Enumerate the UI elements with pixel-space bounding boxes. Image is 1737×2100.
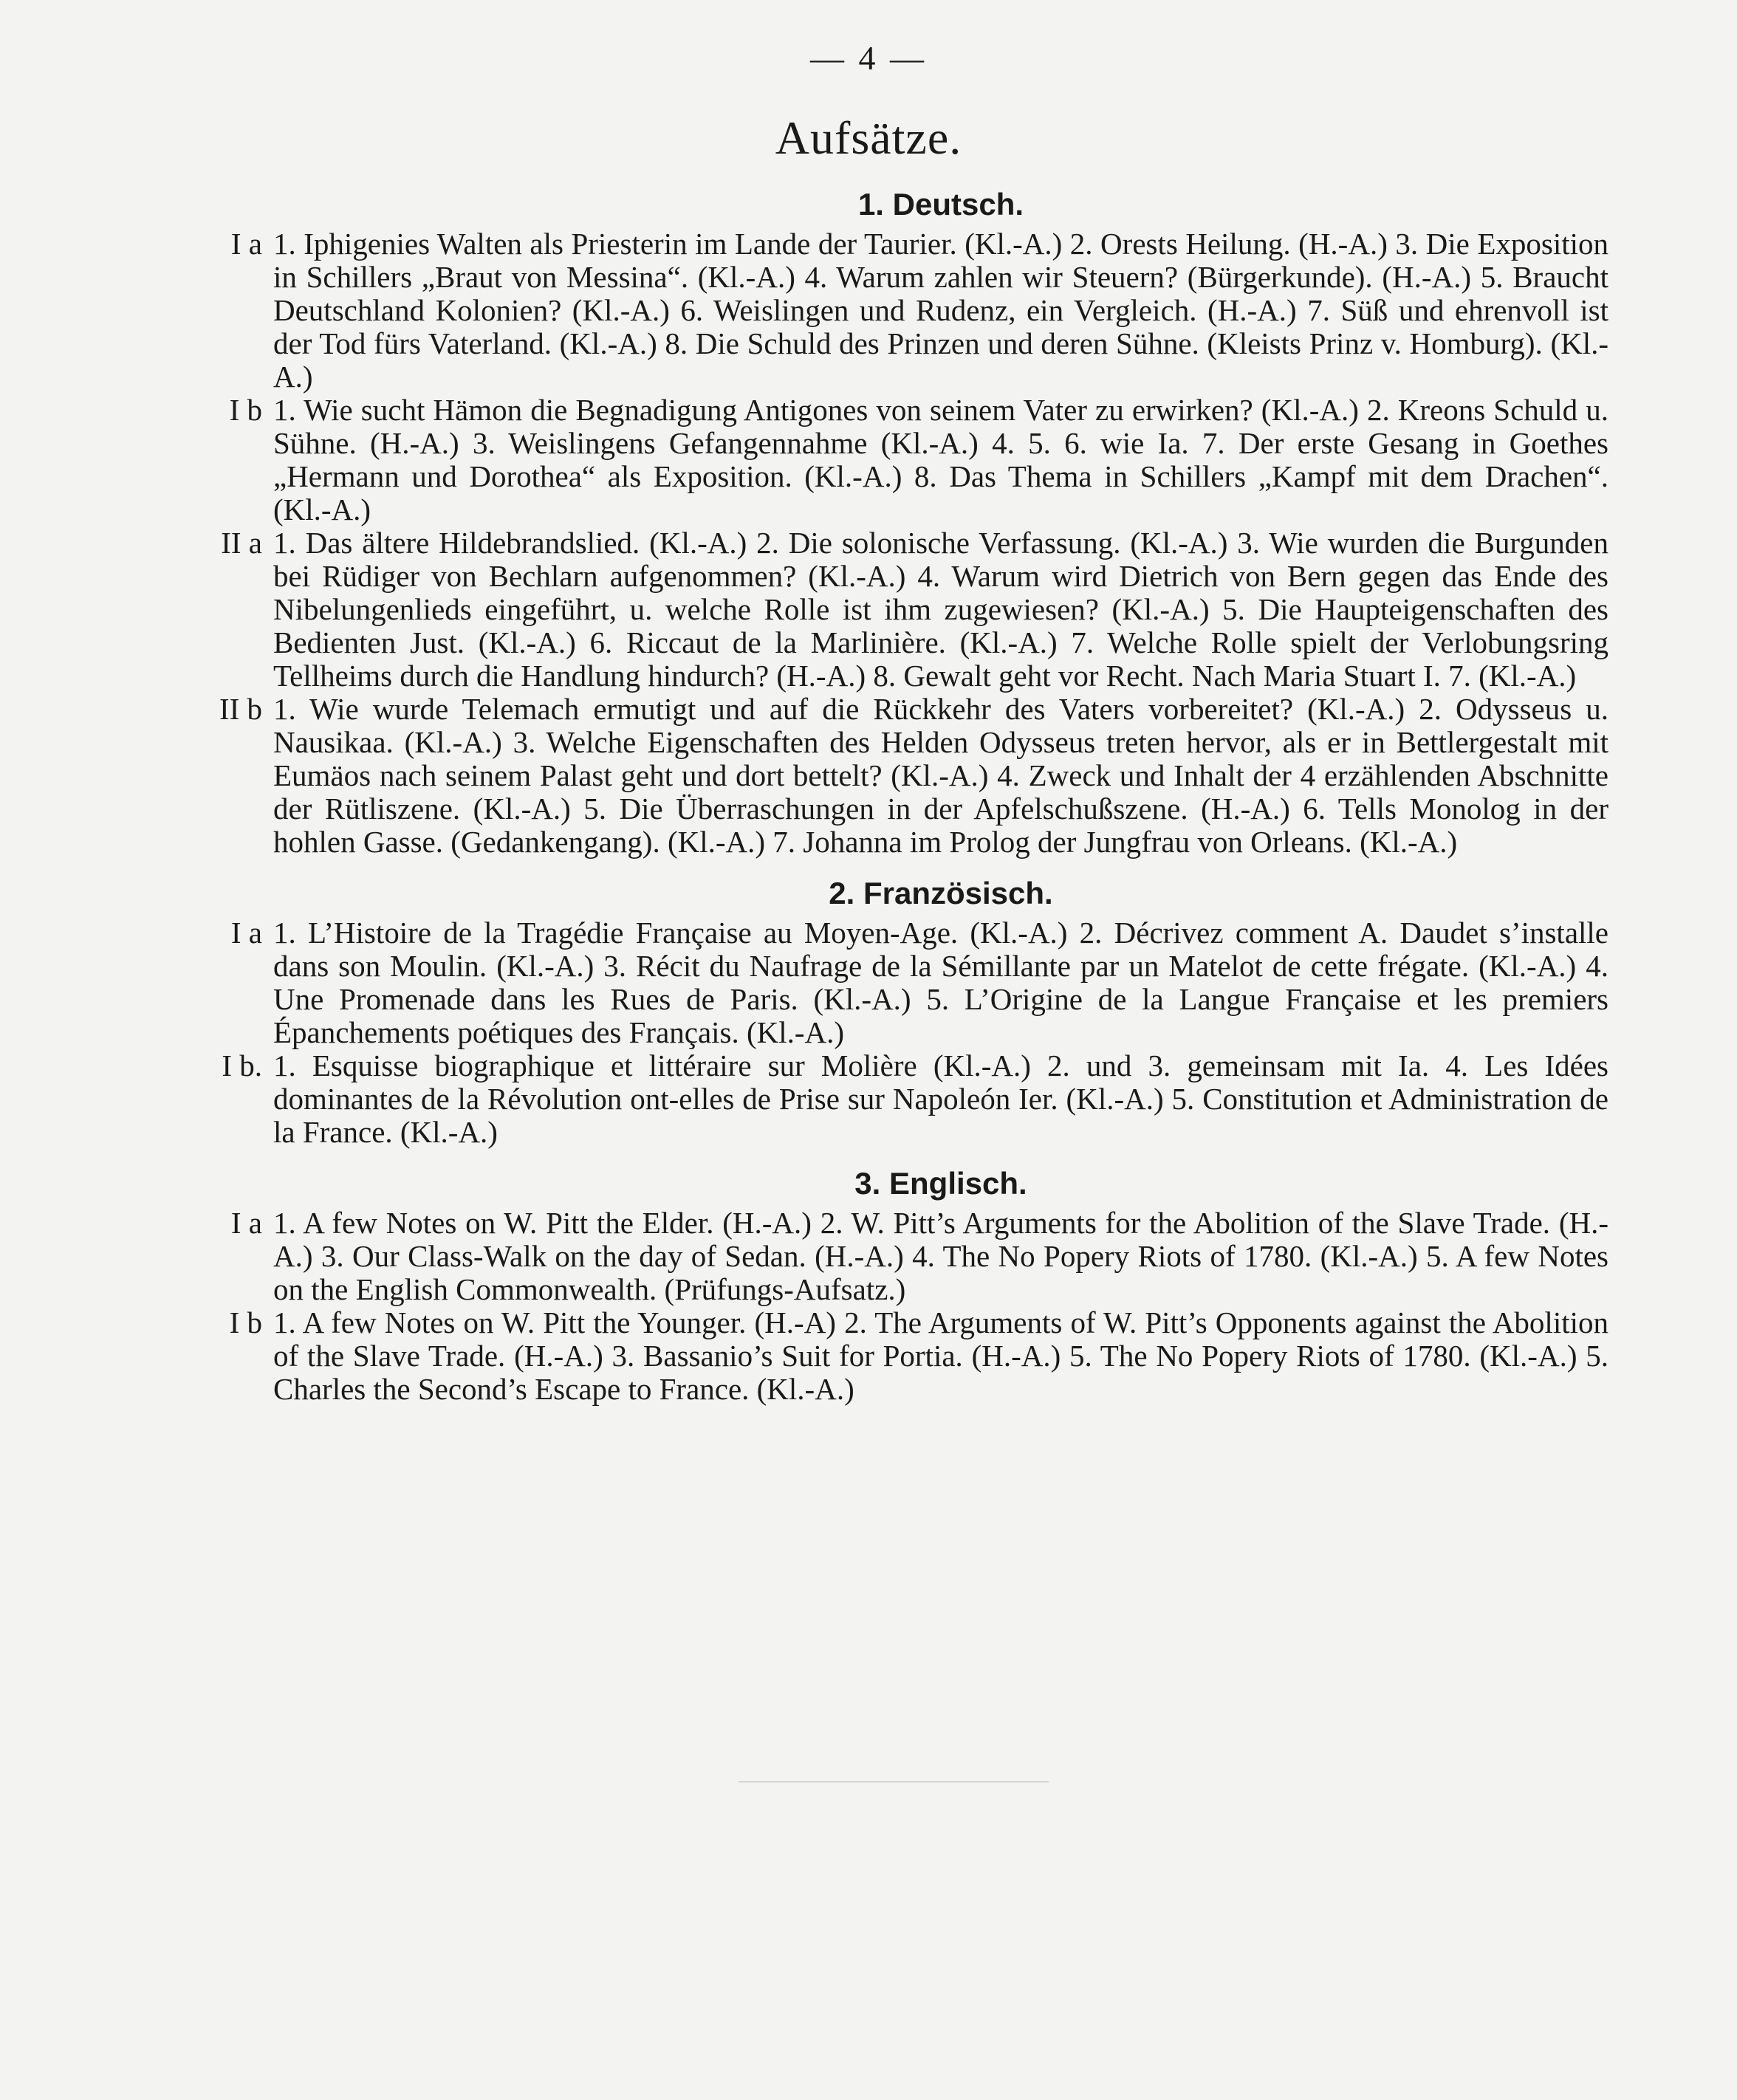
entry-text: 1. L’Histoire de la Tragédie Française au Moyen-Age. (Kl.-A.) 2. Décrivez comment A. Daudet s’installe dans son Moulin. (Kl.-A.) 3. Récit du Naufrage de la Sémillante par un Matelot de cette frégate. (Kl.-A.) 4. Une Promenade dans les Rues de Paris. (Kl.-A.) 5. L’Origine de la Langue Française et les premiers Épanchements poétiques des Français. (Kl.-A.) [273,916,1608,1049]
entry-franzoesisch-ia [230,916,1608,1049]
class-label: I b. [222,1049,262,1082]
entry-englisch-ia [230,1206,1608,1306]
class-label: II b [219,692,262,726]
section-heading-deutsch: 1. Deutsch. [857,187,1024,222]
page-title: Aufsätze. [775,111,962,164]
class-label: I a [230,916,262,950]
entry-text: 1. A few Notes on W. Pitt the Elder. (H.-A.) 2. W. Pitt’s Arguments for the Abolition of the Slave Trade. (H.-A.) 3. Our Class-Walk on the day of Sedan. (H.-A.) 4. The No Popery Riots of 1780. (Kl.-A.) 5. A few Notes on the English Commonwealth. (Prüfungs-Aufsatz.) [273,1206,1608,1306]
entry-text: 1. Wie wurde Telemach ermutigt und auf die Rückkehr des Vaters vorbereitet? (Kl.-A.) 2. Odysseus u. Nausikaa. (Kl.-A.) 3. Welche Eigenschaften des Helden Odysseus treten hervor, als er in Bettlergestalt mit Eumäos nach seinem Palast geht und dort bettelt? (Kl.-A.) 4. Zweck und Inhalt der 4 erzählenden Abschnitte der Rütliszene. (Kl.-A.) 5. Die Überraschungen in der Apfelschußszene. (H.-A.) 6. Tells Monolog in der hohlen Gasse. (Gedankengang). (Kl.-A.) 7. Johanna im Prolog der Jungfrau von Orleans. (Kl.-A.) [273,692,1608,859]
entry-deutsch-ia [230,227,1608,394]
essay-list [219,185,1608,1406]
class-label: II a [221,526,262,560]
entry-englisch-ib [229,1305,1608,1406]
page-number: — 4 — [810,39,927,77]
class-label: I b [229,393,262,427]
entry-deutsch-iib [219,692,1608,859]
class-label: I a [230,227,262,261]
entry-deutsch-ib [229,393,1608,526]
entry-text: 1. Das ältere Hildebrandslied. (Kl.-A.) 2. Die solonische Verfassung. (Kl.-A.) 3. Wie wurden die Burgunden bei Rüdiger von Bechlarn aufgenommen? (Kl.-A.) 4. Warum wird Dietrich von Bern gegen das Ende des Nibelungenlieds eingeführt, u. welche Rolle ist ihm zugewiesen? (Kl.-A.) 5. Die Haupteigenschaften des Bedienten Just. (Kl.-A.) 6. Riccaut de la Marlinière. (Kl.-A.) 7. Welche Rolle spielt der Verlobungsring Tellheims durch die Handlung hindurch? (H.-A.) 8. Gewalt geht vor Recht. Nach Maria Stuart I. 7. (Kl.-A.) [273,526,1608,693]
class-label: I b [229,1305,262,1339]
bleed-through-rule [739,1781,1049,1782]
section-heading-franzoesisch: 2. Französisch. [829,876,1053,910]
entry-franzoesisch-ib [222,1049,1608,1149]
entry-text: 1. A few Notes on W. Pitt the Younger. (H.-A) 2. The Arguments of W. Pitt’s Opponents against the Abolition of the Slave Trade. (H.-A.) 3. Bassanio’s Suit for Portia. (H.-A.) 5. The No Popery Riots of 1780. (Kl.-A.) 5. Charles the Second’s Escape to France. (Kl.-A.) [273,1305,1608,1406]
entry-text: 1. Iphigenies Walten als Priesterin im Lande der Taurier. (Kl.-A.) 2. Orests Heilung. (H.-A.) 3. Die Exposition in Schillers „Braut von Messina“. (Kl.-A.) 4. Warum zahlen wir Steuern? (Bürgerkunde). (H.-A.) 5. Braucht Deutschland Kolonien? (Kl.-A.) 6. Weislingen und Rudenz, ein Vergleich. (H.-A.) 7. Süß und ehrenvoll ist der Tod fürs Vaterland. (Kl.-A.) 8. Die Schuld des Prinzen und deren Sühne. (Kleists Prinz v. Homburg). (Kl.-A.) [273,227,1608,394]
section-heading-englisch: 3. Englisch. [854,1166,1027,1201]
class-label: I a [230,1206,262,1240]
entry-deutsch-iia [221,526,1608,693]
entry-text: 1. Wie sucht Hämon die Begnadigung Antigones von seinem Vater zu erwirken? (Kl.-A.) 2. Kreons Schuld u. Sühne. (H.-A.) 3. Weislingens Gefangennahme (Kl.-A.) 4. 5. 6. wie Ia. 7. Der erste Gesang in Goethes „Hermann und Dorothea“ als Exposition. (Kl.-A.) 8. Das Thema in Schillers „Kampf mit dem Drachen“. (Kl.-A.) [273,393,1608,526]
entry-text: 1. Esquisse biographique et littéraire sur Molière (Kl.-A.) 2. und 3. gemeinsam mit Ia. 4. Les Idées dominantes de la Révolution ont-elles de Prise sur Napoleón Ier. (Kl.-A.) 5. Constitution et Administration de la France. (Kl.-A.) [273,1049,1608,1149]
